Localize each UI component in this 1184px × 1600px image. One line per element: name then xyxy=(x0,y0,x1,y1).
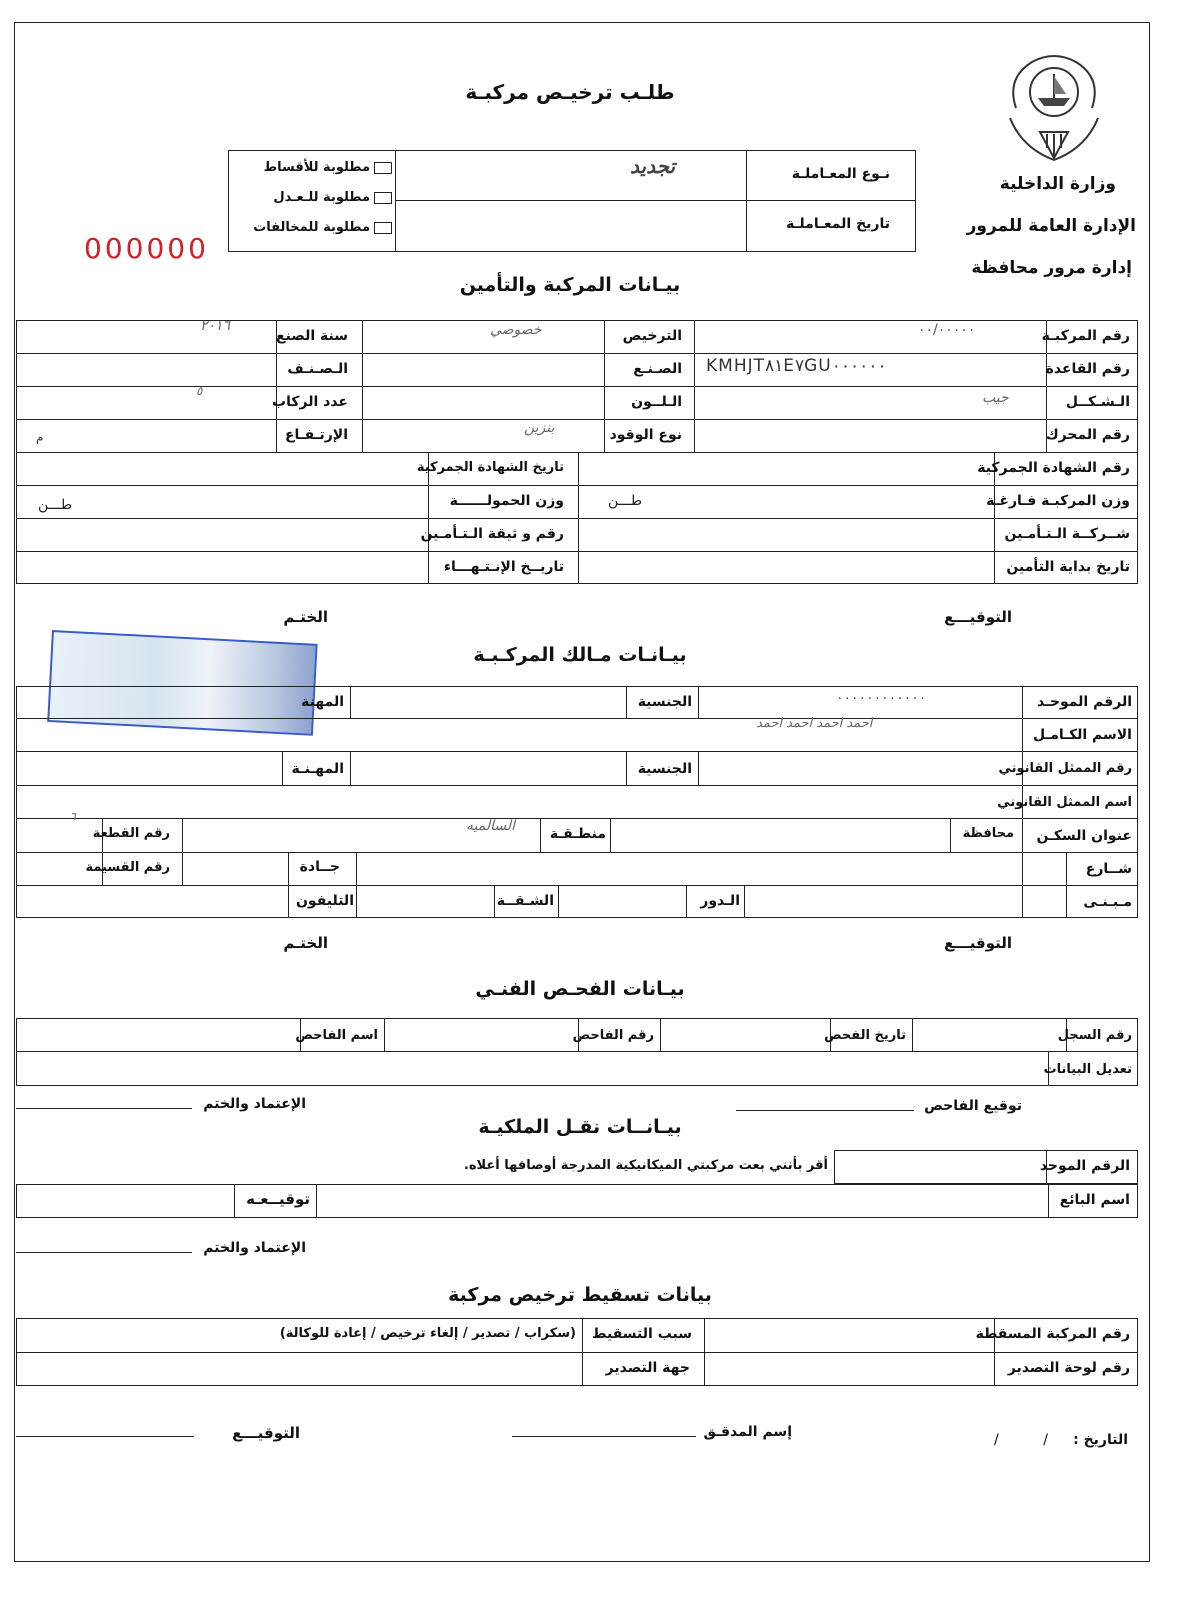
inspection-approval-label: الإعتماد والختم xyxy=(203,1096,306,1112)
justice-checkbox[interactable] xyxy=(374,192,392,204)
auditor-name-label: إسم المدقـق xyxy=(703,1424,792,1440)
load-weight-label: وزن الحمولــــــة xyxy=(449,493,564,509)
insurance-start-label: تاريخ بداية التأمين xyxy=(1006,559,1130,575)
installments-checkbox[interactable] xyxy=(374,162,392,174)
inspection-section-title: بيـانات الفحـص الفنـي xyxy=(475,978,685,1000)
transfer-declaration: أقر بأنني بعت مركبتي الميكانيكية المدرجة أوصافها أعلاه. xyxy=(463,1158,828,1173)
inspector-number-label: رقم الفاحص xyxy=(572,1028,654,1043)
required-justice[interactable]: مطلوبة للـعـدل xyxy=(273,190,392,205)
chassis-number-label: رقم القاعدة xyxy=(1045,361,1130,377)
footer-signature-label: التوقيـــع xyxy=(232,1424,300,1442)
owner-table xyxy=(16,686,1138,918)
transfer-approval-label: الإعتماد والختم xyxy=(203,1240,306,1256)
vehicle-number-label: رقم المركبـة xyxy=(1041,328,1130,344)
category-label: الـصـنـف xyxy=(287,361,348,377)
seller-signature-label: توقيــعـه xyxy=(246,1190,310,1208)
vehicle-section-title: بيـانات المركبة والتأمين xyxy=(459,274,681,296)
inspector-name-label: اسم الفاحص xyxy=(295,1028,378,1043)
insurance-end-label: تاريــخ الإنـتـهـــاء xyxy=(443,559,564,575)
customs-cert-label: رقم الشهادة الجمركية xyxy=(977,460,1130,476)
make-label: الصـنـع xyxy=(633,361,682,377)
vehicle-number-value[interactable]: ٠٠/٠٠٠٠٠ xyxy=(918,322,976,338)
transaction-type-value[interactable]: تجديد xyxy=(630,154,676,178)
floor-label: الـدور xyxy=(700,893,740,909)
seller-name-label: اسم البائع xyxy=(1059,1192,1130,1208)
owner-stamp-label: الختـم xyxy=(283,934,328,952)
area-value[interactable]: السالميه xyxy=(466,818,515,834)
owner-full-name-value[interactable]: احمد احمد احمد احمد xyxy=(756,716,873,731)
owner-section-title: بيـانـات مـالك المركـبـة xyxy=(473,644,687,666)
org-department: إدارة مرور محافظة xyxy=(971,258,1132,278)
fuel-type-value[interactable]: بنزين xyxy=(524,420,555,436)
insurance-company-label: شــركــة الـتـأمـين xyxy=(1004,526,1130,542)
owner-unified-id-label: الرقم الموحـد xyxy=(1037,694,1132,710)
deregistration-reason-label: سبب التسقيط xyxy=(592,1326,692,1342)
owner-profession-label: المهنة xyxy=(301,694,344,710)
date-separators: / / xyxy=(994,1432,1048,1448)
apartment-label: الشـقــة xyxy=(496,893,554,909)
org-directorate: الإدارة العامة للمرور xyxy=(966,216,1136,236)
transfer-unified-id-label: الرقم الموحد xyxy=(1039,1158,1130,1174)
chassis-number-value[interactable]: KMHJT٨١E٧GU٠٠٠٠٠٠ xyxy=(706,356,887,376)
area-label: منطـقـة xyxy=(549,826,606,842)
license-label: الترخيص xyxy=(622,328,682,344)
height-unit: م xyxy=(36,430,44,444)
vehicle-stamp-label: الختـم xyxy=(283,608,328,626)
engine-number-label: رقم المحرك xyxy=(1045,427,1130,443)
rep-nationality-label: الجنسية xyxy=(637,761,692,777)
phone-label: التليفون xyxy=(295,893,354,909)
plot-value[interactable]: ٦ xyxy=(70,810,76,823)
parcel-label: رقم القسيمة xyxy=(85,860,170,875)
owner-full-name-label: الاسم الكـامـل xyxy=(1032,727,1132,743)
shape-label: الـشـكــل xyxy=(1065,394,1130,410)
seller-row xyxy=(16,1184,1138,1218)
street-label: شــارع xyxy=(1085,861,1132,877)
rep-id-label: رقم الممثل القانوني xyxy=(998,761,1132,776)
license-value[interactable]: خصوصي xyxy=(490,322,542,338)
passengers-value[interactable]: ٥ xyxy=(196,384,203,398)
rep-name-label: اسم الممثل القانوني xyxy=(997,795,1132,810)
customs-date-label: تاريخ الشهادة الجمركية xyxy=(416,460,564,475)
deregistration-reason-options: (سكراب / تصدير / إلغاء ترخيص / إعادة للوكالة) xyxy=(279,1326,576,1341)
governorate-label: محافظة xyxy=(962,826,1014,841)
empty-weight-unit: طـــن xyxy=(608,493,643,509)
color-label: الـلــون xyxy=(631,394,682,410)
deregistered-vehicle-label: رقم المركبة المسقطة xyxy=(975,1326,1130,1342)
data-edit-label: تعديل البيانات xyxy=(1043,1062,1132,1077)
transaction-type-label: نـوع المعـاملـة xyxy=(791,166,890,182)
height-label: الإرتـفـاع xyxy=(284,427,348,443)
date-label: التاريخ : xyxy=(1073,1432,1128,1448)
owner-unified-id-value[interactable]: ٠٠٠٠٠٠٠٠٠٠٠٠ xyxy=(836,690,927,706)
passengers-label: عدد الركاب xyxy=(272,394,348,410)
load-weight-unit: طـــن xyxy=(38,497,73,513)
owner-nationality-label: الجنسية xyxy=(637,694,692,710)
transaction-date-label: تاريخ المعـاملـة xyxy=(786,216,890,232)
manufacture-year-value[interactable]: ٢٠١٦ xyxy=(200,318,231,334)
empty-weight-label: وزن المركبـة فـارغـة xyxy=(986,493,1130,509)
owner-signature-label: التوقيـــع xyxy=(944,934,1012,952)
vehicle-signature-label: التوقيـــع xyxy=(944,608,1012,626)
address-label: عنوان السكـن xyxy=(1036,828,1132,844)
insurance-doc-label: رقم و ثيقة الـتـأمـين xyxy=(420,526,564,542)
serial-number: 000000 xyxy=(84,232,209,265)
kuwait-emblem-icon xyxy=(1002,48,1106,166)
inspection-date-label: تاريخ الفحص xyxy=(824,1028,906,1043)
form-title: طلـب ترخيـص مركبـة xyxy=(465,80,675,104)
building-label: مـبـنـى xyxy=(1083,894,1132,910)
required-violations[interactable]: مطلوبة للمخالفات xyxy=(253,220,392,235)
transfer-section-title: بيـانــات نقـل الملكيـة xyxy=(478,1116,682,1138)
inspector-signature-label: توقيع الفاحص xyxy=(924,1098,1022,1114)
shape-value[interactable]: جيب xyxy=(982,390,1009,406)
record-number-label: رقم السجل xyxy=(1057,1028,1132,1043)
plot-label: رقم القطعة xyxy=(92,826,170,841)
violations-checkbox[interactable] xyxy=(374,222,392,234)
rep-profession-label: المهـنـة xyxy=(291,761,344,777)
org-ministry: وزارة الداخلية xyxy=(999,174,1116,194)
fuel-type-label: نوع الوقود xyxy=(609,427,682,443)
export-plate-label: رقم لوحة التصدير xyxy=(1007,1360,1130,1376)
required-installments[interactable]: مطلوبة للأقساط xyxy=(264,160,392,175)
manufacture-year-label: سنة الصنع xyxy=(276,328,348,344)
export-destination-label: جهة التصدير xyxy=(605,1360,690,1376)
deregistration-section-title: بيانات تسقيط ترخيص مركبة xyxy=(448,1284,712,1306)
avenue-label: جــادة xyxy=(299,859,340,875)
